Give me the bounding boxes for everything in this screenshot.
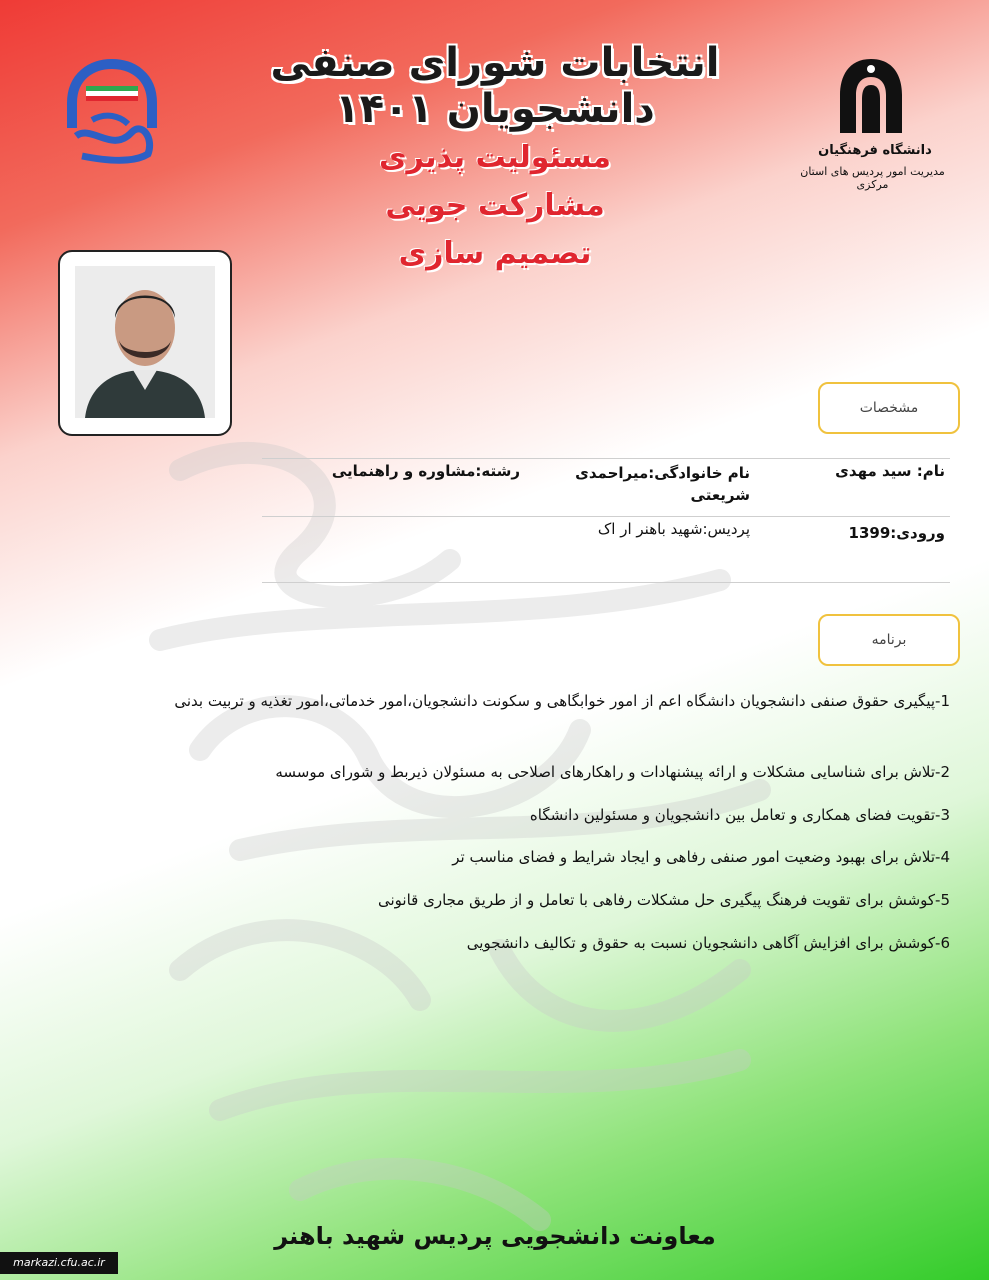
slogan-participation: مشارکت جویی (385, 188, 605, 223)
profile-section-label: مشخصات (818, 382, 960, 434)
program-item-6: 6-کوشش برای افزایش آگاهی دانشجویان نسبت به حقوق و تکالیف دانشجویی (466, 934, 950, 952)
divider-bottom (262, 582, 950, 583)
watermark-calligraphy (120, 430, 820, 1250)
program-item-2: 2-تلاش برای شناسایی مشکلات و ارائه پیشنهادات و راهکارهای اصلاحی به مسئولان ذیربط و شورای موسسه (275, 763, 950, 781)
candidate-portrait-icon (75, 266, 215, 418)
university-subtitle: مدیریت امور پردیس های استان مرکزی (800, 165, 945, 191)
site-url[interactable]: markazi.cfu.ac.ir (0, 1252, 118, 1274)
program-section-label: برنامه (818, 614, 960, 666)
program-item-1: 1-پیگیری حقوق صنفی دانشجویان دانشگاه اعم از امور خوابگاهی و سکونت دانشجویان،امور خدماتی،امور تغذیه و تربیت بدنی (174, 692, 950, 710)
university-emblem-icon (836, 55, 906, 139)
program-item-3: 3-تقویت فضای همکاری و تعامل بین دانشجویان و مسئولین دانشگاه (529, 806, 950, 824)
field-entry-year: ورودی:1399 (848, 524, 945, 542)
candidate-photo (75, 266, 215, 418)
main-title: انتخابات شورای صنفی دانشجویان ۱۴۰۱ (270, 40, 720, 132)
field-major: رشته:مشاوره و راهنمایی (331, 462, 520, 480)
footer-text: معاونت دانشجویی پردیس شهید باهنر (274, 1222, 716, 1250)
council-logo (62, 58, 162, 168)
university-name: دانشگاه فرهنگیان (818, 143, 932, 158)
program-item-4: 4-تلاش برای بهبود وضعیت امور صنفی رفاهی و ایجاد شرایط و فضای مناسب تر (452, 848, 950, 866)
divider-top (262, 458, 950, 459)
field-campus: پردیس:شهید باهنر ار اک (597, 520, 750, 538)
field-first-name: نام: سید مهدی (835, 462, 945, 480)
council-emblem-icon (62, 58, 162, 168)
divider-middle (262, 516, 950, 517)
slogan-responsibility: مسئولیت پذیری (379, 140, 611, 175)
program-item-5: 5-کوشش برای تقویت فرهنگ پیگیری حل مشکلات رفاهی با تعامل و از طریق مجاری قانونی (378, 891, 950, 909)
candidate-photo-frame (58, 250, 232, 436)
university-logo (800, 55, 945, 195)
field-family-name: نام خانوادگی:میراحمدی شریعتی (575, 464, 750, 504)
slogan-decision-making: تصمیم سازی (398, 236, 592, 271)
